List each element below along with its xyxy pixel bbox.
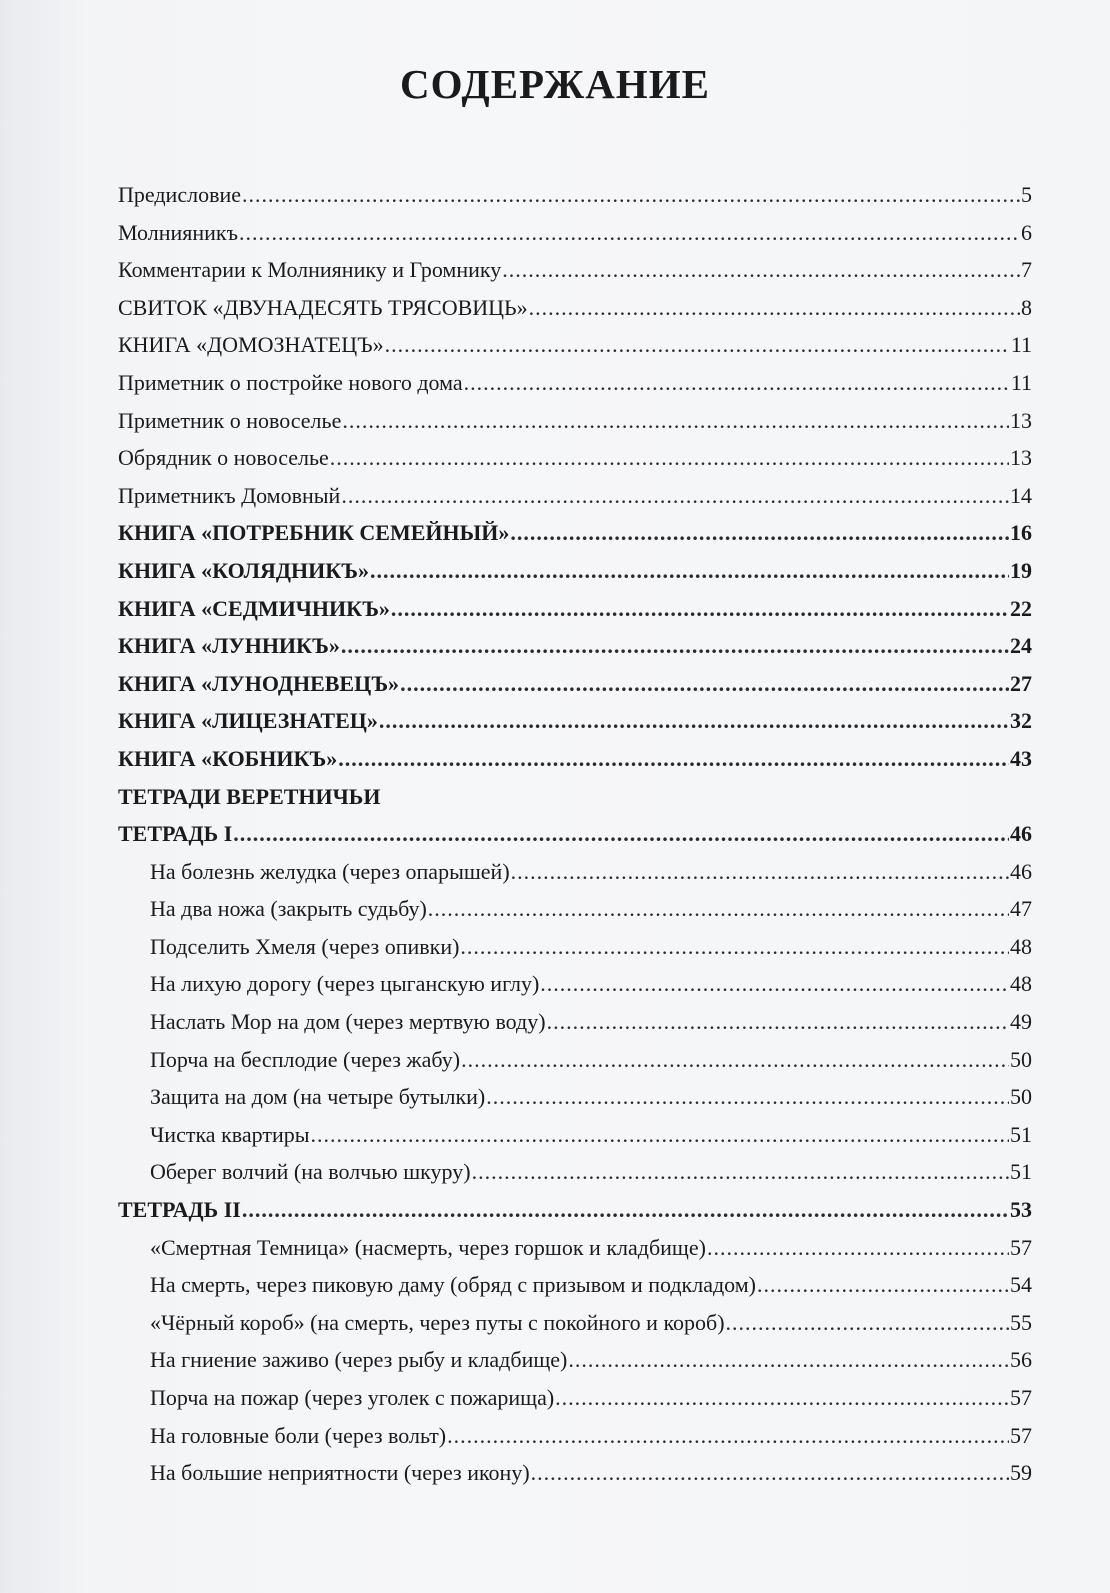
toc-entry-label: На два ножа (закрыть судьбу)	[150, 896, 427, 922]
toc-page-number: 57	[1010, 1422, 1032, 1448]
toc-page-number: 11	[1010, 369, 1032, 395]
toc-page-number: 19	[1010, 557, 1032, 583]
toc-entry	[118, 740, 1032, 778]
toc-entry-label: КНИГА «ДОМОЗНАТЕЦЪ»	[118, 332, 384, 358]
toc-page-number: 46	[1010, 858, 1032, 884]
toc-leader-dots	[385, 326, 1010, 364]
toc-page-number: 8	[1021, 294, 1032, 320]
toc-page-number: 43	[1010, 745, 1032, 771]
toc-entry	[118, 1153, 1032, 1191]
toc-entry-label: КНИГА «ЛУНОДНЕВЕЦЪ»	[118, 670, 400, 696]
toc-entry	[118, 928, 1032, 966]
toc-entry	[118, 1041, 1032, 1079]
toc-entry-label: КНИГА «ЛИЦЕЗНАТЕЦ»	[118, 708, 378, 734]
toc-entry	[118, 778, 1032, 816]
toc-entry-label: ТЕТРАДИ ВЕРЕТНИЧЬИ	[118, 783, 381, 809]
toc-page-number: 49	[1010, 1009, 1032, 1035]
toc-entry	[118, 477, 1032, 515]
toc-leader-dots	[341, 627, 1009, 665]
toc-page-number: 59	[1010, 1460, 1032, 1486]
toc-page-number: 24	[1010, 633, 1032, 659]
toc-leader-dots	[757, 1266, 1009, 1304]
toc-entry	[118, 1003, 1032, 1041]
toc-page-number: 32	[1010, 708, 1032, 734]
toc-leader-dots	[242, 1191, 1009, 1229]
toc-page-number: 11	[1010, 332, 1032, 358]
toc-entry-label: СВИТОК «ДВУНАДЕСЯТЬ ТРЯСОВИЦЬ»	[118, 294, 528, 320]
toc-entry	[118, 1116, 1032, 1154]
toc-entry-label: На большие неприятности (через икону)	[150, 1460, 530, 1486]
toc-entry	[118, 627, 1032, 665]
toc-entry	[118, 590, 1032, 628]
toc-leader-dots	[461, 1041, 1009, 1079]
toc-entry-label: Порча на пожар (через уголек с пожарища)	[150, 1385, 555, 1410]
toc-page-number: 22	[1010, 595, 1032, 621]
toc-entry-label: «Смертная Темница» (насмерть, через горшок и кладбище)	[150, 1234, 706, 1260]
toc-page-number: 57	[1010, 1234, 1032, 1260]
toc-entry	[118, 853, 1032, 891]
toc-entry	[118, 251, 1032, 289]
toc-entry-label: Приметникъ Домовный	[118, 482, 341, 508]
toc-page-number: 51	[1010, 1159, 1032, 1185]
toc-leader-dots	[547, 1003, 1009, 1041]
toc-leader-dots	[370, 552, 1009, 590]
toc-entry-label: Комментарии к Молниянику и Громнику	[118, 257, 502, 283]
toc-entry	[118, 1191, 1032, 1229]
toc-leader-dots	[447, 1417, 1009, 1455]
toc-entry-label: ТЕТРАДЬ I	[118, 821, 233, 847]
toc-page-number: 53	[1010, 1197, 1032, 1223]
toc-entry	[118, 439, 1032, 477]
toc-page-number: 54	[1010, 1272, 1032, 1298]
toc-entry	[118, 214, 1032, 252]
toc-page-number: 46	[1010, 821, 1032, 847]
toc-entry	[118, 1454, 1032, 1492]
toc-entry-label: Предисловие	[118, 182, 241, 207]
toc-entry	[118, 1341, 1032, 1379]
toc-page-number: 56	[1010, 1347, 1032, 1373]
toc-leader-dots	[540, 965, 1009, 1003]
toc-entry	[118, 1266, 1032, 1304]
toc-entry-label: Оберег волчий (на волчью шкуру)	[150, 1159, 471, 1185]
toc-entry	[118, 1379, 1032, 1417]
toc-entry-label: На головные боли (через вольт)	[150, 1422, 447, 1448]
toc-leader-dots	[311, 1116, 1010, 1154]
toc-entry	[118, 289, 1032, 327]
toc-entry	[118, 965, 1032, 1003]
toc-entry-label: На лихую дорогу (через цыганскую иглу)	[150, 971, 540, 997]
toc-entry	[118, 552, 1032, 590]
toc-page-number: 14	[1010, 482, 1032, 508]
toc-leader-dots	[330, 439, 1009, 477]
toc-entry	[118, 514, 1032, 552]
toc-entry	[118, 402, 1032, 440]
toc-entry-label: КНИГА «КОЛЯДНИКЪ»	[118, 557, 370, 583]
toc-entry	[118, 665, 1032, 703]
toc-leader-dots	[233, 815, 1009, 853]
toc-entry	[118, 1304, 1032, 1342]
toc-leader-dots	[510, 514, 1009, 552]
toc-page-number: 48	[1010, 933, 1032, 959]
toc-entry-label: Чистка квартиры	[150, 1121, 310, 1147]
toc-leader-dots	[400, 665, 1009, 703]
toc-leader-dots	[531, 1454, 1009, 1492]
toc-entry-label: КНИГА «СЕДМИЧНИКЪ»	[118, 595, 390, 621]
toc-leader-dots	[391, 590, 1009, 628]
toc-entry	[118, 1078, 1032, 1116]
toc-leader-dots	[568, 1341, 1009, 1379]
toc-leader-dots	[242, 176, 1020, 214]
toc-entry-label: На гниение заживо (через рыбу и кладбище)	[150, 1347, 568, 1373]
toc-entry	[118, 890, 1032, 928]
toc-entry-label: Молнияникъ	[118, 219, 238, 245]
toc-entry-label: Приметник о новоселье	[118, 407, 342, 433]
toc-entry-label: Порча на бесплодие (через жабу)	[150, 1046, 461, 1072]
toc-entry-label: КНИГА «КОБНИКЪ»	[118, 745, 338, 771]
toc-leader-dots	[342, 402, 1009, 440]
toc-entry-label: ТЕТРАДЬ II	[118, 1197, 241, 1223]
toc-entry-label: Приметник о постройке нового дома	[118, 369, 463, 395]
toc-entry-label: Наслать Мор на дом (через мертвую воду)	[150, 1009, 546, 1035]
toc-entry	[118, 1229, 1032, 1267]
toc-leader-dots	[502, 251, 1020, 289]
toc-leader-dots	[341, 477, 1009, 515]
toc-leader-dots	[338, 740, 1009, 778]
toc-entry	[118, 326, 1032, 364]
toc-leader-dots	[472, 1153, 1009, 1191]
toc-entry	[118, 702, 1032, 740]
toc-leader-dots	[707, 1229, 1009, 1267]
toc-page-number: 7	[1021, 257, 1032, 283]
toc-page-number: 13	[1010, 407, 1032, 433]
toc-page-number: 48	[1010, 971, 1032, 997]
toc-page-number: 27	[1010, 670, 1032, 696]
page-title: СОДЕРЖАНИЕ	[400, 61, 710, 107]
toc-page-number: 50	[1010, 1046, 1032, 1072]
toc-leader-dots	[486, 1078, 1009, 1116]
toc-entry-label: Подселить Хмеля (через опивки)	[150, 933, 460, 959]
toc-leader-dots	[428, 890, 1009, 928]
toc-page-number: 50	[1010, 1084, 1032, 1110]
toc-entry-label: КНИГА «ПОТРЕБНИК СЕМЕЙНЫЙ»	[118, 520, 510, 546]
toc-entry-label: «Чёрный короб» (на смерть, через путы с покойного и короб)	[150, 1309, 725, 1335]
toc-leader-dots	[379, 702, 1009, 740]
toc-page-number: 51	[1010, 1121, 1032, 1147]
toc-leader-dots	[529, 289, 1020, 327]
toc-leader-dots	[460, 928, 1009, 966]
toc-page-number: 16	[1010, 520, 1032, 546]
toc-page-number: 13	[1010, 445, 1032, 471]
toc-entry-label: На болезнь желудка (через опарышей)	[150, 858, 510, 884]
toc-entry	[118, 176, 1032, 214]
toc-leader-dots	[726, 1304, 1009, 1342]
toc-page-number: 5	[1021, 182, 1032, 207]
toc-entry-label: КНИГА «ЛУННИКЪ»	[118, 633, 340, 659]
toc-page-number: 57	[1010, 1385, 1032, 1410]
toc-page-number: 55	[1010, 1309, 1032, 1335]
toc-entry	[118, 1417, 1032, 1455]
toc-entry-label: На смерть, через пиковую даму (обряд с призывом и подкладом)	[150, 1272, 756, 1298]
toc-leader-dots	[239, 214, 1020, 252]
toc-leader-dots	[555, 1379, 1009, 1417]
toc-leader-dots	[464, 364, 1010, 402]
toc-entry	[118, 364, 1032, 402]
toc-leader-dots	[511, 853, 1009, 891]
toc-page-number: 6	[1021, 219, 1032, 245]
toc-page-number: 47	[1010, 896, 1032, 922]
toc-entry-label: Обрядник о новоселье	[118, 445, 329, 471]
table-of-contents	[118, 176, 1032, 1492]
toc-entry	[118, 815, 1032, 853]
toc-entry-label: Защита на дом (на четыре бутылки)	[150, 1084, 486, 1110]
